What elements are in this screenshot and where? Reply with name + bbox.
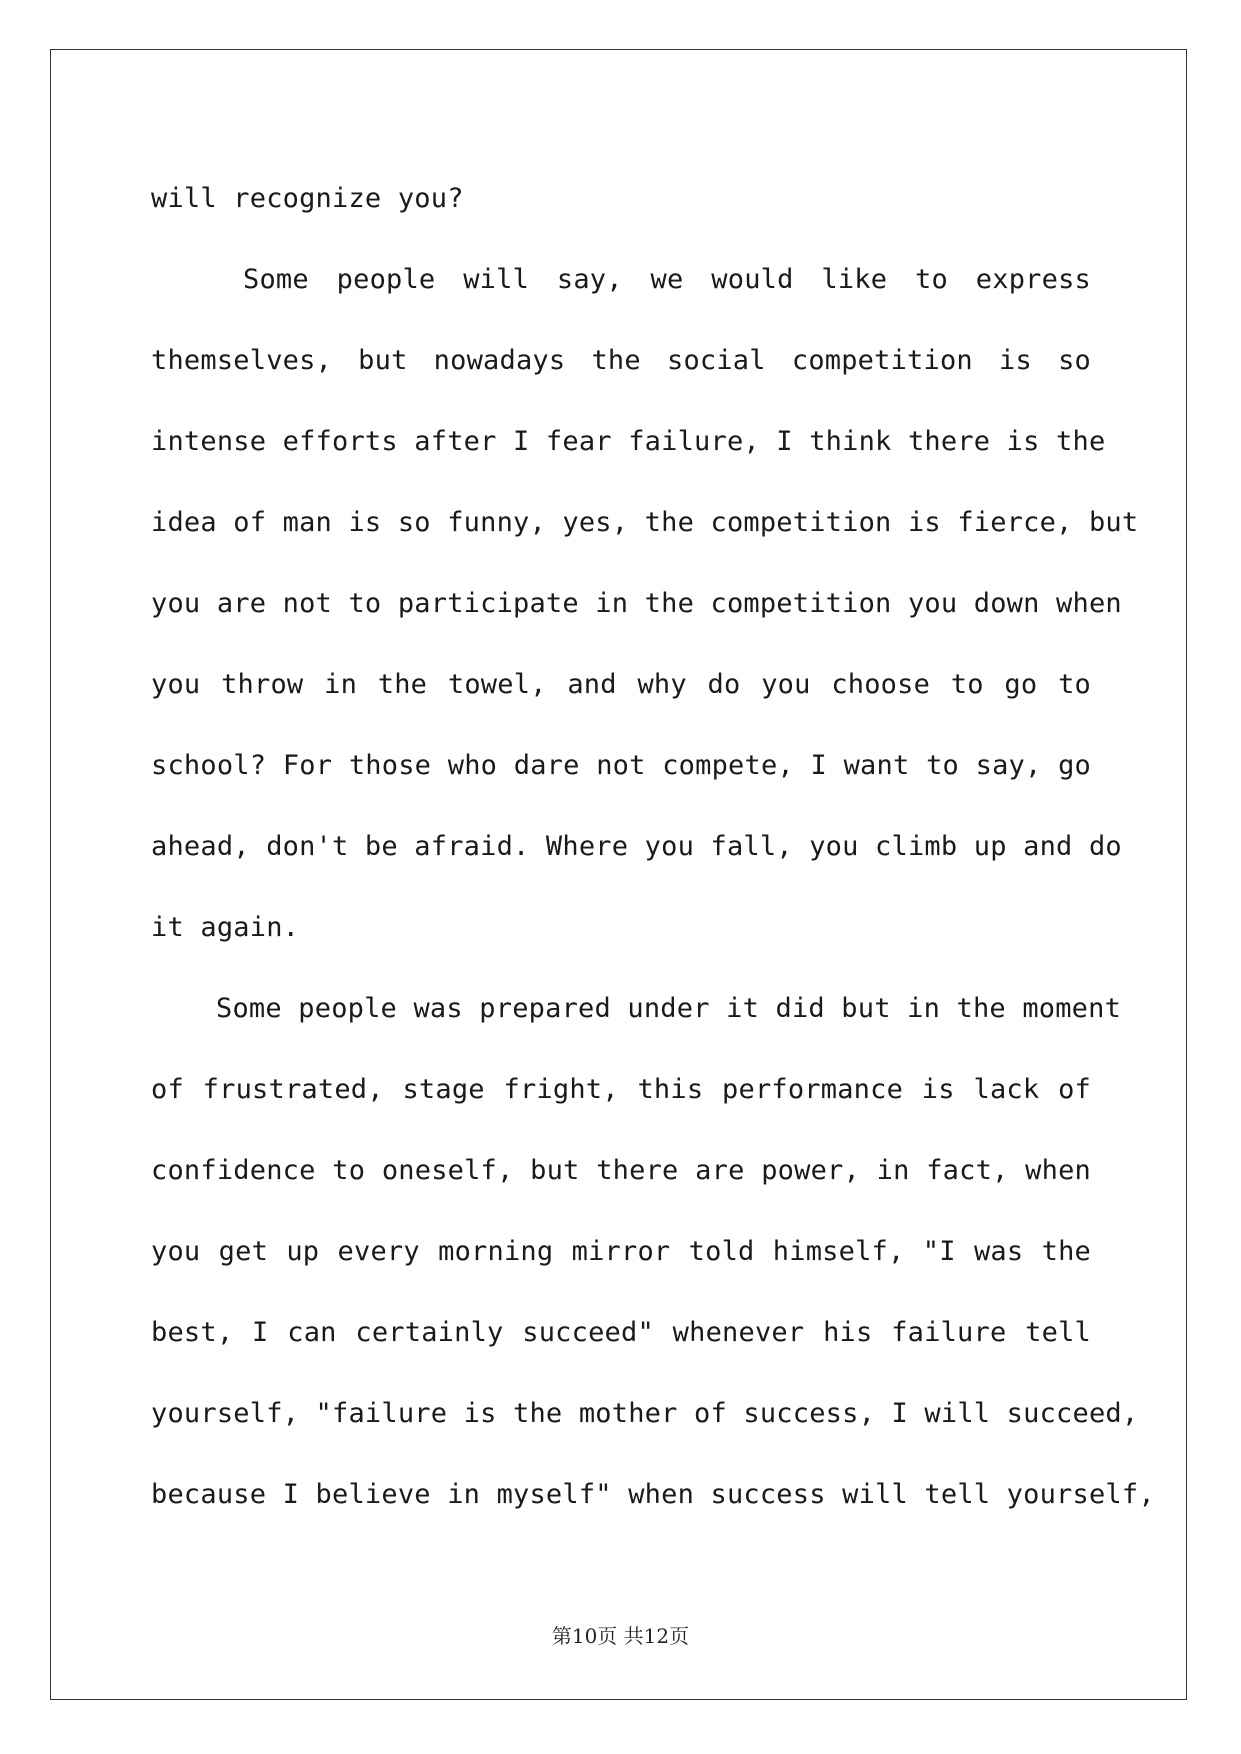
text-line: intense efforts after I fear failure, I think there is the <box>151 426 1106 457</box>
text-line: will recognize you? <box>151 183 464 214</box>
text-line: you are not to participate in the competition you down when <box>151 588 1122 619</box>
text-line: it again. <box>151 912 300 943</box>
document-body <box>151 158 1155 1535</box>
text-line: confidence to oneself, but there are power, in fact, when <box>151 1155 1091 1186</box>
text-line: themselves, but nowadays the social competition is so <box>151 345 1091 376</box>
text-line: you throw in the towel, and why do you choose to go to <box>151 669 1091 700</box>
text-line: you get up every morning mirror told himself, "I was the <box>151 1236 1091 1267</box>
text-line: of frustrated, stage fright, this performance is lack of <box>151 1074 1091 1105</box>
paragraph-start-line: Some people was prepared under it did but in the moment <box>216 993 1122 1024</box>
text-line: ahead, don't be afraid. Where you fall, you climb up and do <box>151 831 1122 862</box>
page-number-footer: 第10页 共12页 <box>551 1624 690 1648</box>
text-line: because I believe in myself" when success will tell yourself, <box>151 1479 1155 1510</box>
text-line: idea of man is so funny, yes, the competition is fierce, but <box>151 507 1139 538</box>
text-line: yourself, "failure is the mother of success, I will succeed, <box>151 1398 1139 1429</box>
paragraph-start-line: Some people will say, we would like to express <box>243 264 1091 295</box>
text-line: school? For those who dare not compete, I want to say, go <box>151 750 1091 781</box>
text-line: best, I can certainly succeed" whenever his failure tell <box>151 1317 1091 1348</box>
